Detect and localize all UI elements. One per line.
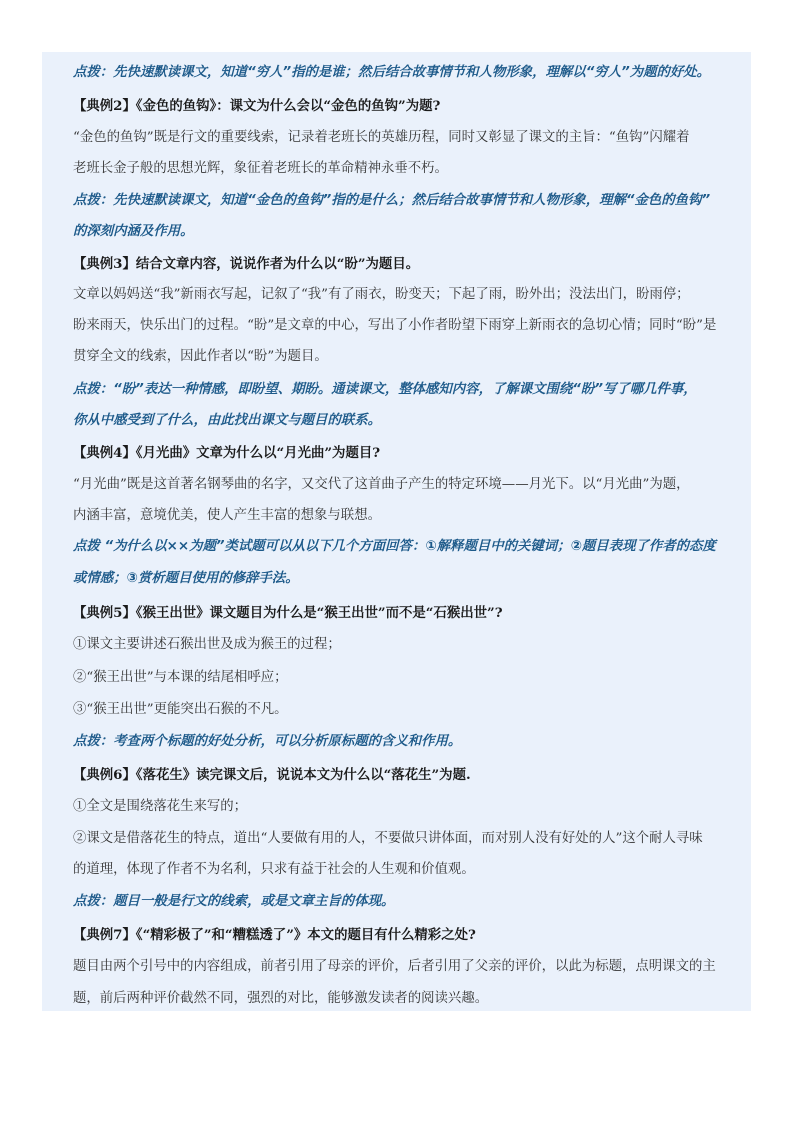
- example-heading: 【典例4】《月光曲》文章为什么以“月光曲”为题目?: [73, 445, 381, 461]
- example-heading: 【典例5】《猴王出世》课文题目为什么是“猴王出世”而不是“石猴出世”?: [73, 605, 503, 621]
- answer-line: ①课文主要讲述石猴出世及成为猴王的过程；: [73, 637, 341, 652]
- answer-line: “金色的鱼钩”既是行文的重要线索，记录着老班长的英雄历程，同时又彰显了课文的主旨：“鱼钩”闪耀着: [73, 130, 690, 145]
- tip-line: 点拨：先快速默读课文，知道“穷人”指的是谁；然后结合故事情节和人物形象，理解以“穷人”为题的好处。: [73, 65, 711, 80]
- answer-line: 内涵丰富，意境优美，使人产生丰富的想象与联想。: [73, 508, 381, 523]
- answer-line: 的道理，体现了作者不为名利，只求有益于社会的人生观和价值观。: [73, 862, 475, 877]
- tip-line: 你从中感受到了什么，由此找出课文与题目的联系。: [73, 413, 381, 428]
- tip-line: 的深刻内涵及作用。: [73, 224, 194, 239]
- example-heading: 【典例2】《金色的鱼钩》：课文为什么会以“金色的鱼钩”为题?: [73, 98, 441, 114]
- answer-line: ①全文是围绕落花生来写的；: [73, 799, 248, 814]
- answer-line: “月光曲”既是这首著名钢琴曲的名字，又交代了这首曲子产生的特定环境——月光下。以“月光曲”为题，: [73, 477, 690, 492]
- answer-line: 题，前后两种评价截然不同，强烈的对比，能够激发读者的阅读兴趣。: [73, 991, 489, 1006]
- example-heading: 【典例6】《落花生》读完课文后，说说本文为什么以“落花生”为题.: [73, 767, 471, 783]
- example-heading: 【典例3】结合文章内容，说说作者为什么以“盼”为题目。: [73, 256, 420, 272]
- tip-line: 点拨：“盼”表达一种情感，即盼望、期盼。通读课文，整体感知内容，了解课文围绕“盼”写了哪几件事，: [73, 382, 697, 397]
- tip-line: 点拨：先快速默读课文，知道“金色的鱼钩”指的是什么；然后结合故事情节和人物形象，理解“金色的鱼钩”: [73, 193, 711, 208]
- answer-line: 老班长金子般的思想光辉，象征着老班长的革命精神永垂不朽。: [73, 161, 448, 176]
- answer-line: 题目由两个引号中的内容组成，前者引用了母亲的评价，后者引用了父亲的评价，以此为标题，点明课文的主: [73, 959, 716, 974]
- answer-line: ③“猴王出世”更能突出石猴的不凡。: [73, 702, 288, 717]
- tip-line: 或情感；③赏析题目使用的修辞手法。: [73, 571, 299, 586]
- answer-line: 贯穿全文的线索，因此作者以“盼”为题目。: [73, 349, 328, 364]
- tip-line: 点拨：考查两个标题的好处分析，可以分析原标题的含义和作用。: [73, 734, 462, 749]
- tip-line: 点拨 “为什么以××为题”类试题可以从以下几个方面回答：①解释题目中的关键词；②题目表现了作者的态度: [73, 539, 716, 554]
- answer-line: ②“猴王出世”与本课的结尾相呼应；: [73, 670, 288, 685]
- answer-line: 文章以妈妈送“我”新雨衣写起，记叙了“我”有了雨衣，盼变天；下起了雨，盼外出；没法出门，盼雨停；: [73, 287, 690, 302]
- tip-line: 点拨：题目一般是行文的线索，或是文章主旨的体现。: [73, 894, 395, 909]
- example-heading: 【典例7】《“精彩极了”和“糟糕透了”》本文的题目有什么精彩之处?: [73, 927, 476, 943]
- answer-line: ②课文是借落花生的特点，道出“人要做有用的人，不要做只讲体面，而对别人没有好处的人”这个耐人寻味: [73, 831, 703, 846]
- answer-line: 盼来雨天，快乐出门的过程。“盼”是文章的中心，写出了小作者盼望下雨穿上新雨衣的急切心情；同时“盼”是: [73, 318, 717, 333]
